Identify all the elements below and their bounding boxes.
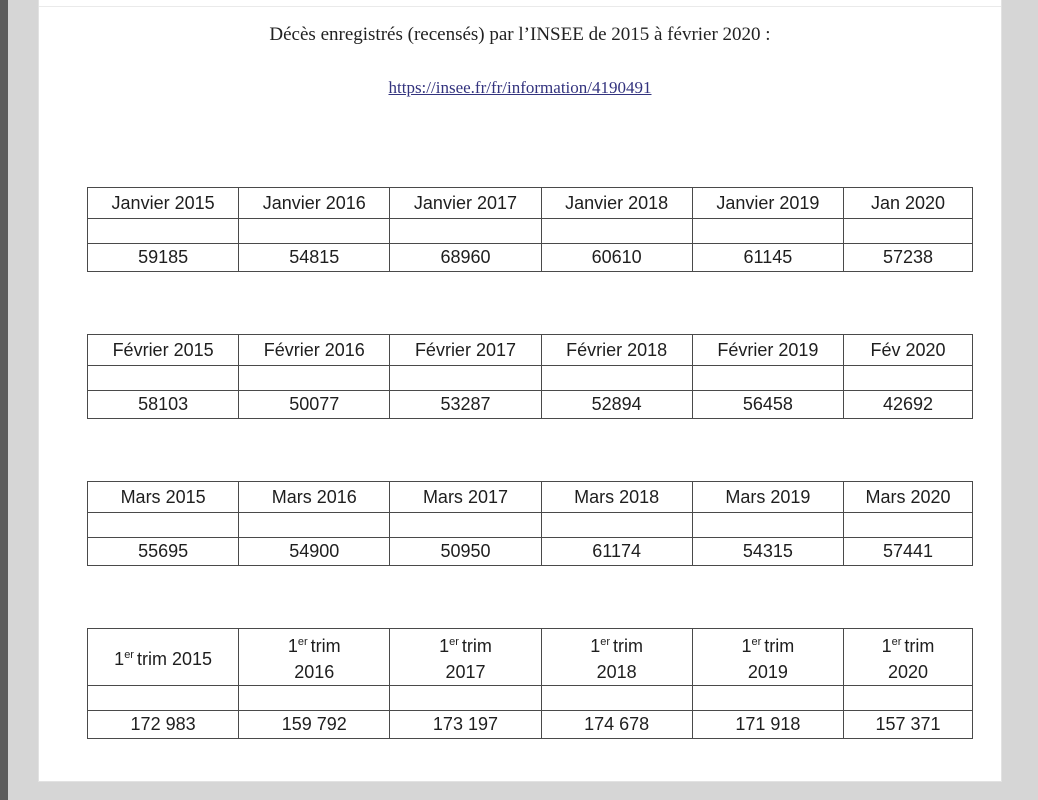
header-word: trim [764, 636, 795, 656]
header-cell: Février 2018 [541, 335, 692, 366]
empty-cell [88, 366, 239, 391]
header-cell: Janvier 2015 [88, 188, 239, 219]
ordinal-number: 1 [287, 636, 298, 656]
document-title: Décès enregistrés (recensés) par l’INSEE de 2015 à février 2020 : [269, 24, 771, 45]
empty-cell [844, 219, 973, 244]
header-cell: Février 2019 [692, 335, 843, 366]
header-year: 2019 [747, 662, 788, 682]
empty-cell [88, 686, 239, 711]
empty-cell [390, 219, 541, 244]
header-cell [239, 629, 390, 686]
header-cell [390, 629, 541, 686]
empty-cell [239, 366, 390, 391]
empty-cell [844, 686, 973, 711]
value-cell: 57441 [844, 538, 973, 566]
value-cell: 60610 [541, 244, 692, 272]
value-cell: 68960 [390, 244, 541, 272]
empty-cell [390, 366, 541, 391]
empty-cell [239, 513, 390, 538]
header-cell [88, 629, 239, 686]
header-cell: Février 2016 [239, 335, 390, 366]
value-cell: 61174 [541, 538, 692, 566]
header-cell [692, 629, 843, 686]
ordinal-number: 1 [590, 636, 601, 656]
header-cell: Janvier 2017 [390, 188, 541, 219]
empty-cell [541, 686, 692, 711]
empty-cell [239, 686, 390, 711]
empty-cell [541, 513, 692, 538]
table-header-row [88, 482, 973, 513]
header-cell: Mars 2020 [844, 482, 973, 513]
value-cell: 174 678 [541, 711, 692, 739]
ordinal-suffix: er [297, 636, 308, 648]
header-year: 2017 [445, 662, 486, 682]
empty-cell [692, 513, 843, 538]
value-cell: 172 983 [88, 711, 239, 739]
value-cell: 54815 [239, 244, 390, 272]
ordinal-suffix: er [751, 636, 762, 648]
header-cell: Jan 2020 [844, 188, 973, 219]
value-cell: 42692 [844, 391, 973, 419]
header-cell: Février 2017 [390, 335, 541, 366]
empty-cell [541, 219, 692, 244]
header-cell: Mars 2017 [390, 482, 541, 513]
value-cell: 53287 [390, 391, 541, 419]
header-word: trim [310, 636, 341, 656]
table-header-row [88, 629, 973, 686]
header-cell: Janvier 2016 [239, 188, 390, 219]
header-year: 2020 [887, 662, 929, 682]
header-cell: Mars 2019 [692, 482, 843, 513]
header-cell: Février 2015 [88, 335, 239, 366]
value-cell: 59185 [88, 244, 239, 272]
ordinal-number: 1 [881, 636, 892, 656]
header-cell: Janvier 2019 [692, 188, 843, 219]
empty-cell [390, 513, 541, 538]
table-janvier [87, 187, 973, 272]
empty-row [88, 366, 973, 391]
value-cell: 171 918 [692, 711, 843, 739]
ordinal-suffix: er [124, 649, 134, 661]
value-cell: 54900 [239, 538, 390, 566]
table-header-row [88, 188, 973, 219]
header-cell: Janvier 2018 [541, 188, 692, 219]
table-value-row [88, 244, 973, 272]
ordinal-suffix: er [449, 636, 459, 648]
empty-cell [390, 686, 541, 711]
empty-cell [239, 219, 390, 244]
value-cell: 159 792 [239, 711, 390, 739]
table-mars [87, 481, 973, 566]
value-cell: 55695 [88, 538, 239, 566]
value-cell: 50077 [239, 391, 390, 419]
table-fevrier [87, 334, 973, 419]
header-year: 2016 [294, 662, 335, 682]
empty-cell [692, 366, 843, 391]
empty-row [88, 219, 973, 244]
header-cell: Fév 2020 [844, 335, 973, 366]
ordinal-number: 1 [741, 636, 752, 656]
value-cell: 54315 [692, 538, 843, 566]
header-cell [541, 629, 692, 686]
header-cell: Mars 2018 [541, 482, 692, 513]
empty-cell [88, 513, 239, 538]
value-cell: 173 197 [390, 711, 541, 739]
empty-cell [844, 366, 973, 391]
document-page [38, 0, 1002, 782]
value-cell: 157 371 [844, 711, 973, 739]
header-cell: Mars 2016 [239, 482, 390, 513]
empty-cell [692, 219, 843, 244]
ordinal-number: 1 [114, 649, 125, 669]
header-word: trim [904, 636, 935, 656]
header-year: 2018 [596, 662, 637, 682]
empty-cell [692, 686, 843, 711]
empty-cell [541, 366, 692, 391]
value-cell: 52894 [541, 391, 692, 419]
empty-row [88, 513, 973, 538]
top-divider [39, 6, 1001, 7]
table-trimestre [87, 628, 973, 739]
insee-link[interactable]: https://insee.fr/fr/information/4190491 [388, 78, 652, 97]
ordinal-suffix: er [600, 636, 611, 648]
table-value-row [88, 391, 973, 419]
value-cell: 58103 [88, 391, 239, 419]
header-word: trim [461, 636, 492, 656]
value-cell: 57238 [844, 244, 973, 272]
value-cell: 61145 [692, 244, 843, 272]
insee-link-wrapper [39, 78, 1001, 98]
empty-cell [844, 513, 973, 538]
value-cell: 56458 [692, 391, 843, 419]
ordinal-number: 1 [439, 636, 450, 656]
table-value-row [88, 711, 973, 739]
header-word: trim [613, 636, 644, 656]
header-word: trim 2015 [136, 649, 213, 669]
value-cell: 50950 [390, 538, 541, 566]
empty-row [88, 686, 973, 711]
empty-cell [88, 219, 239, 244]
table-value-row [88, 538, 973, 566]
left-edge-border [0, 0, 8, 800]
header-cell [844, 629, 973, 686]
header-cell: Mars 2015 [88, 482, 239, 513]
ordinal-suffix: er [891, 636, 902, 648]
table-header-row [88, 335, 973, 366]
